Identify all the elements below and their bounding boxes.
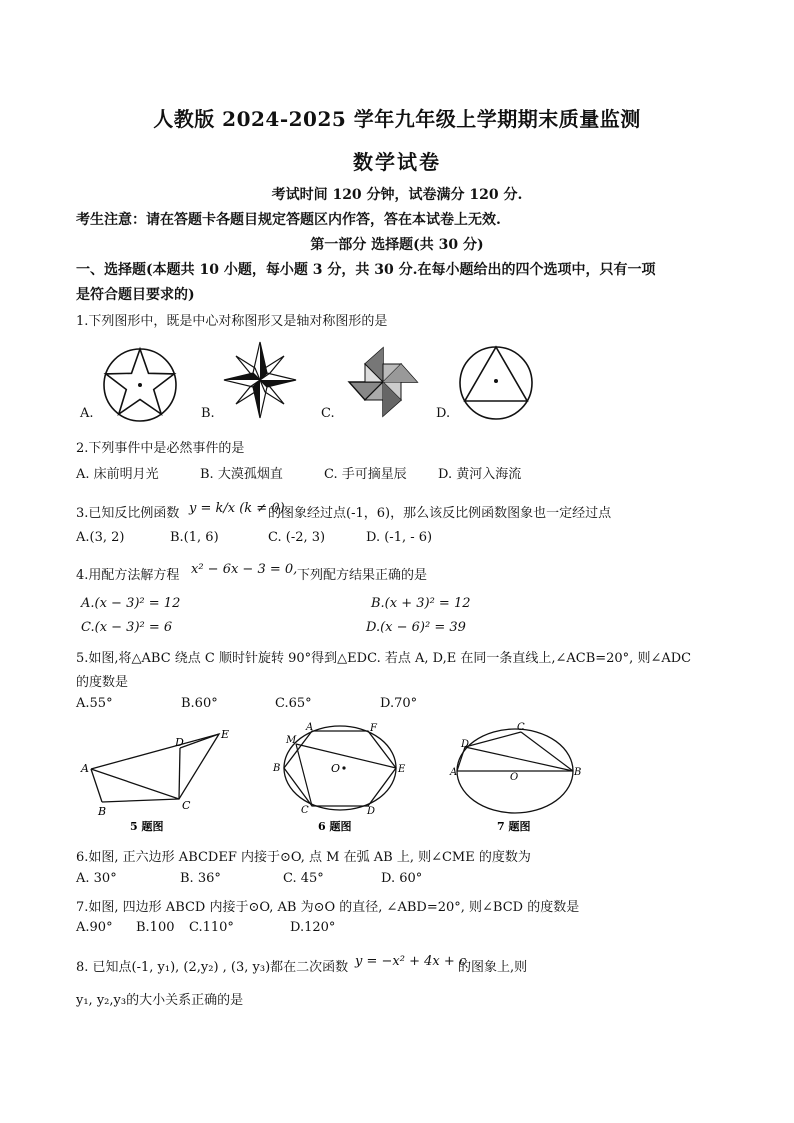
q7-option-d: D.120° — [290, 920, 336, 935]
q1-stem: 1.下列图形中，既是中心对称图形又是轴对称图形的是 — [76, 314, 388, 329]
q6-stem: 6.如图, 正六边形 ABCDEF 内接于⊙O, 点 M 在弧 AB 上, 则∠CME 的度数为 — [76, 850, 531, 865]
figure-7 — [447, 720, 587, 836]
q4-option-a: A.(x − 3)² = 12 — [81, 596, 181, 611]
fig5-label-e: E — [221, 728, 230, 741]
q1-figure-c — [343, 342, 423, 422]
q8-stem-pre: 8. 已知点(-1, y₁), (2,y₂) , (3, y₃)都在二次函数 — [76, 960, 349, 975]
fig5-label-a: A — [81, 762, 89, 775]
fig6-label-c: C — [301, 805, 309, 816]
q5-stem-line2: 的度数是 — [76, 675, 129, 690]
page-title: 人教版 2024-2025 学年九年级上学期期末质量监测 — [153, 107, 641, 131]
fig6-label-m: M — [286, 735, 297, 746]
q4-stem-post: 下列配方结果正确的是 — [297, 568, 428, 583]
fig6-label-f: F — [370, 723, 377, 734]
q4-option-b: B.(x + 3)² = 12 — [371, 596, 471, 611]
fig5-label-d: D — [175, 736, 184, 749]
q2-option-b: B. 大漠孤烟直 — [200, 467, 283, 482]
q6-option-b: B. 36° — [180, 871, 221, 886]
q1-figure-d — [456, 343, 536, 423]
q8-stem-post: 的图象上,则 — [458, 960, 528, 975]
q1-label-a: A. — [80, 406, 94, 421]
q2-stem: 2.下列事件中是必然事件的是 — [76, 441, 245, 456]
q3-option-b: B.(1, 6) — [170, 530, 219, 545]
fig7-label-c: C — [517, 722, 525, 733]
q6-option-a: A. 30° — [76, 871, 117, 886]
exam-notice: 考生注意：请在答题卡各题目规定答题区内作答，答在本试卷上无效. — [76, 212, 501, 228]
figure-6 — [268, 722, 418, 838]
q1-figure-b — [222, 340, 298, 420]
q5-option-c: C.65° — [275, 696, 312, 711]
q3-option-d: D. (-1, - 6) — [366, 530, 433, 545]
q1-figure-a — [100, 345, 180, 425]
q4-option-c: C.(x − 3)² = 6 — [81, 620, 173, 635]
q5-option-a: A.55° — [76, 696, 113, 711]
q6-option-d: D. 60° — [381, 871, 423, 886]
fig5-caption: 5 题图 — [130, 820, 164, 833]
q8-line2: y₁, y₂,y₃的大小关系正确的是 — [76, 993, 244, 1008]
section-heading-line1: 一、选择题(本题共 10 小题，每小题 3 分，共 30 分.在每小题给出的四个选项中，只有一项 — [76, 262, 656, 278]
q3-stem-post: 的图象经过点(-1，6)，那么该反比例函数图象也一定经过点 — [268, 506, 612, 521]
q1-label-c: C. — [321, 406, 335, 421]
figure-5 — [78, 726, 248, 836]
q7-option-a: A.90° — [76, 920, 113, 935]
q5-stem-line1: 5.如图,将△ABC 绕点 C 顺时针旋转 90°得到△EDC. 若点 A, D,E 在同一条直线上,∠ACB=20°, 则∠ADC — [76, 651, 692, 666]
q3-option-a: A.(3, 2) — [76, 530, 125, 545]
q5-option-d: D.70° — [380, 696, 418, 711]
fig5-label-c: C — [182, 799, 191, 812]
fig7-caption: 7 题图 — [497, 820, 531, 833]
page-subtitle: 数学试卷 — [353, 150, 441, 174]
q4-equation: x² − 6x − 3 = 0, — [191, 562, 298, 577]
q8-function: y = −x² + 4x + c — [355, 954, 467, 969]
q3-stem-pre: 3.已知反比例函数 — [76, 506, 180, 521]
q7-option-c: C.110° — [189, 920, 234, 935]
q6-option-c: C. 45° — [283, 871, 324, 886]
q1-label-b: B. — [201, 406, 215, 421]
q1-label-d: D. — [436, 406, 451, 421]
fig6-label-d: D — [367, 806, 376, 817]
fig6-label-b: B — [273, 763, 281, 774]
fig6-label-e: E — [398, 764, 406, 775]
fig7-label-d: D — [461, 739, 470, 750]
fig6-caption: 6 题图 — [318, 820, 352, 833]
q5-option-b: B.60° — [181, 696, 218, 711]
q4-option-d: D.(x − 6)² = 39 — [366, 620, 466, 635]
part-heading: 第一部分 选择题(共 30 分) — [310, 237, 484, 253]
fig7-label-o: O — [510, 772, 519, 783]
q2-option-d: D. 黄河入海流 — [438, 467, 522, 482]
exam-info: 考试时间 120 分钟，试卷满分 120 分. — [271, 187, 523, 203]
q4-stem-pre: 4.用配方法解方程 — [76, 568, 180, 583]
fig6-label-a: A — [306, 722, 314, 733]
fig5-label-b: B — [98, 805, 107, 818]
q3-option-c: C. (-2, 3) — [268, 530, 326, 545]
fig7-label-a: A — [450, 767, 458, 778]
q2-option-c: C. 手可摘星辰 — [324, 467, 407, 482]
q2-option-a: A. 床前明月光 — [76, 467, 159, 482]
q7-option-b: B.100 — [136, 920, 175, 935]
fig7-label-b: B — [574, 767, 582, 778]
fig6-label-o: O — [331, 762, 341, 775]
q3-formula: y = k/x (k ≠ 0) — [189, 501, 285, 516]
section-heading-line2: 是符合题目要求的) — [76, 287, 195, 303]
q7-stem: 7.如图, 四边形 ABCD 内接于⊙O, AB 为⊙O 的直径, ∠ABD=20°, 则∠BCD 的度数是 — [76, 900, 580, 915]
